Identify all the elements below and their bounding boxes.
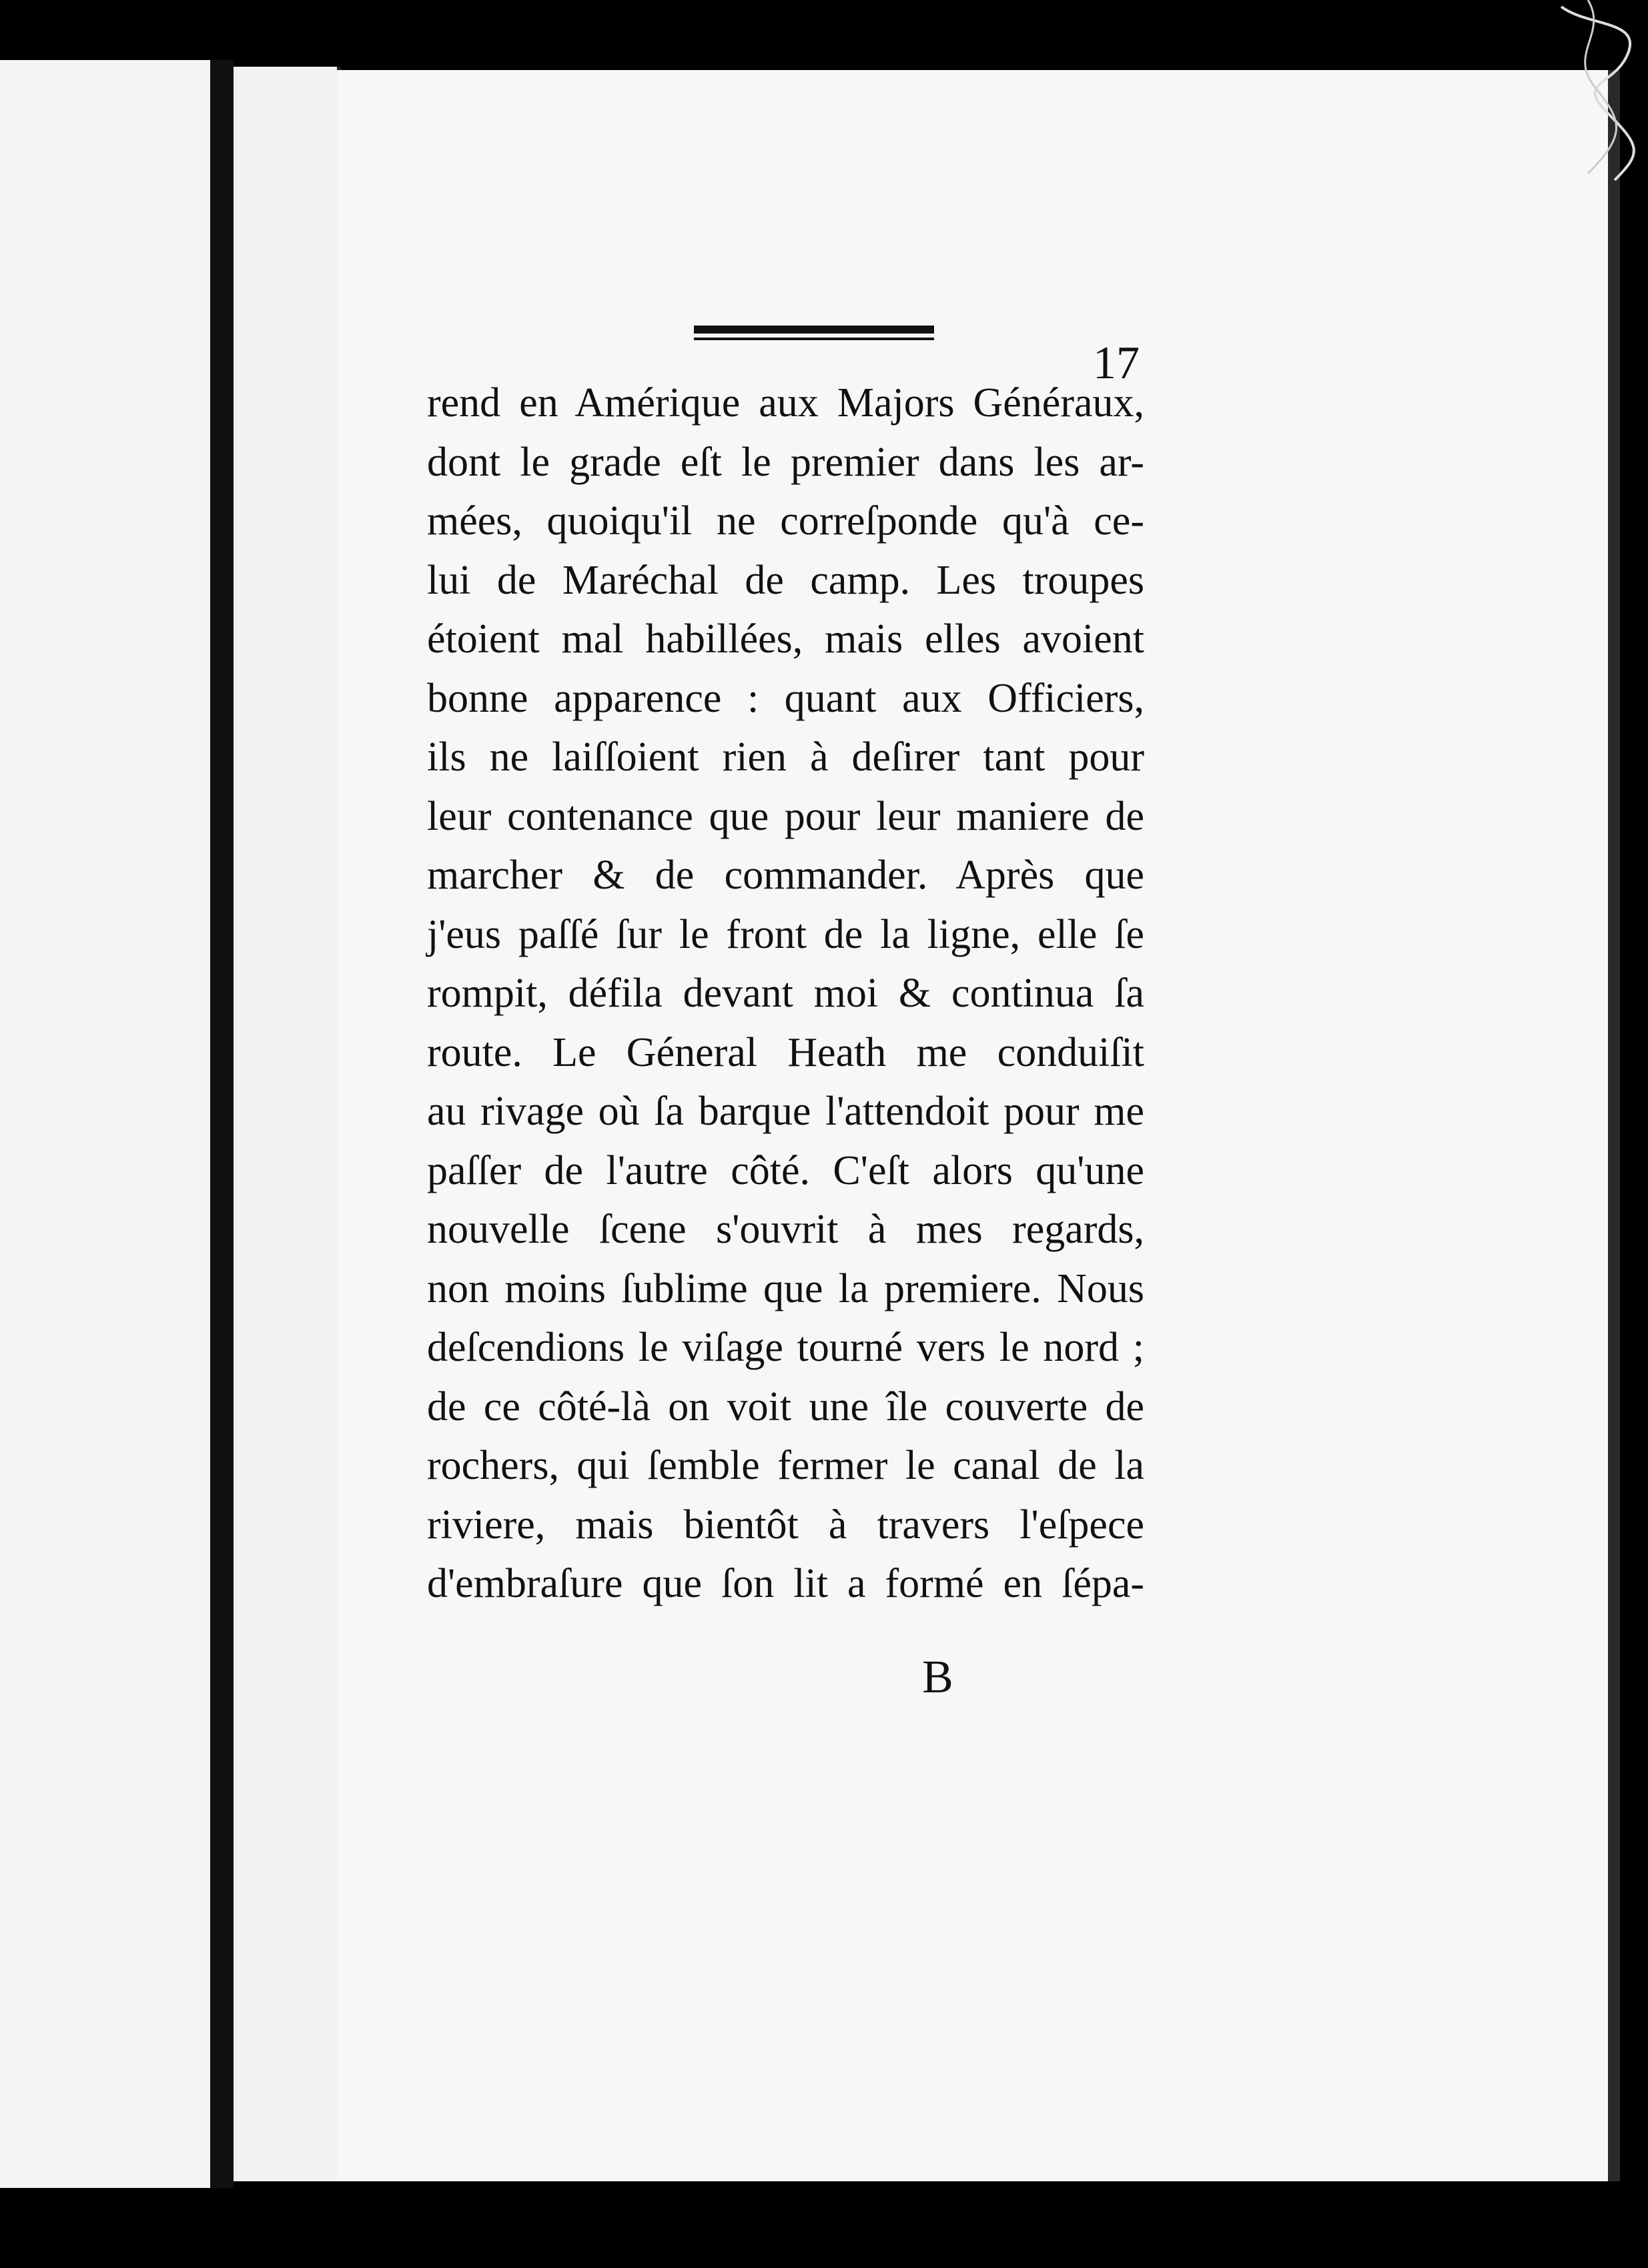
text-line: route. Le Géneral Heath me conduiſit: [427, 1029, 1144, 1075]
left-page: [0, 60, 210, 2188]
page-number: 17: [1093, 338, 1140, 389]
text-line: rend en Amérique aux Majors Généraux,: [427, 380, 1144, 426]
text-line: bonne apparence : quant aux Officiers,: [427, 675, 1144, 721]
binding-gutter: [210, 60, 234, 2188]
text-line: ils ne laiſſoient rien à deſirer tant pour: [427, 734, 1144, 780]
text-line: riviere, mais bientôt à travers l'eſpece: [427, 1502, 1144, 1548]
text-line: lui de Maréchal de camp. Les troupes: [427, 557, 1144, 603]
binding-thread: [1548, 0, 1648, 187]
text-line: étoient mal habillées, mais elles avoient: [427, 616, 1144, 662]
header-ornament-rule: [694, 322, 934, 342]
text-line: paſſer de l'autre côté. C'eſt alors qu'une: [427, 1147, 1144, 1193]
text-line: leur contenance que pour leur maniere de: [427, 793, 1144, 839]
text-line: rochers, qui ſemble fermer le canal de la: [427, 1443, 1144, 1488]
text-line: dont le grade eſt le premier dans les ar-: [427, 439, 1144, 485]
body-text: [427, 374, 1144, 1614]
text-line: marcher & de commander. Après que: [427, 853, 1144, 898]
text-line: rompit, défila devant moi & continua ſa: [427, 971, 1144, 1016]
flyleaf-edge: [234, 67, 341, 2181]
signature-mark: B: [922, 1652, 953, 1703]
text-line: j'eus paſſé ſur le front de la ligne, elle ſe: [427, 911, 1144, 957]
header-rule-thick: [694, 326, 934, 334]
text-line: mées, quoiqu'il ne correſponde qu'à ce-: [427, 498, 1144, 544]
text-line: deſcendions le viſage tourné vers le nord ;: [427, 1325, 1144, 1370]
header-rule-thin: [694, 338, 934, 340]
text-line: nouvelle ſcene s'ouvrit à mes regards,: [427, 1207, 1144, 1252]
text-line: d'embraſure que ſon lit a formé en ſépa-: [427, 1561, 1144, 1606]
text-line: au rivage où ſa barque l'attendoit pour me: [427, 1089, 1144, 1134]
text-line: de ce côté-là on voit une île couverte de: [427, 1383, 1144, 1430]
text-line: non moins ſublime que la premiere. Nous: [427, 1265, 1144, 1311]
